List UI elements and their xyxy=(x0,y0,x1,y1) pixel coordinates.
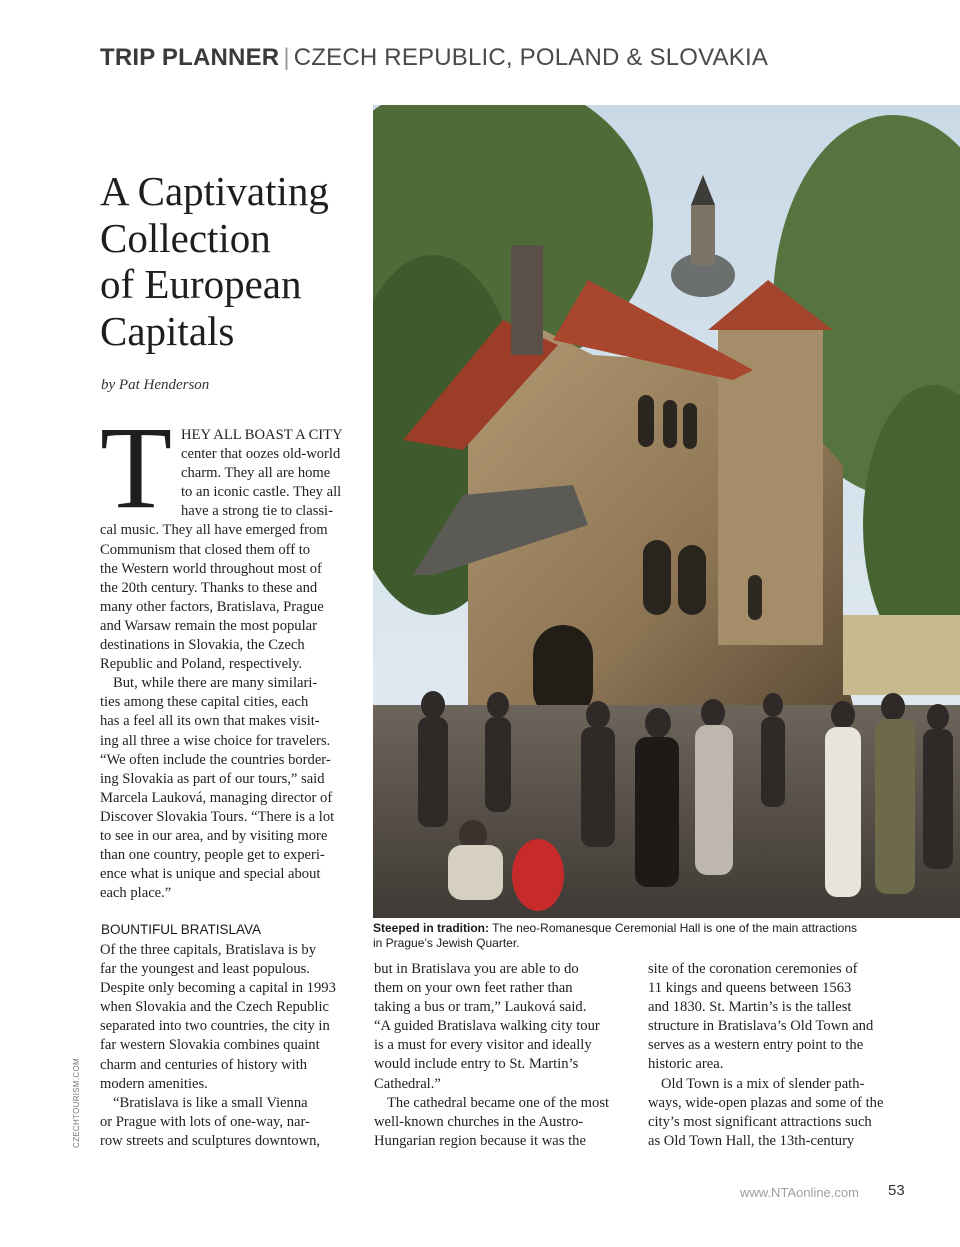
title-line: A Captivating xyxy=(100,168,329,214)
article-title xyxy=(100,168,370,354)
body-line: taking a bus or tram,” Lauková said. xyxy=(374,999,587,1016)
body-line: well-known churches in the Austro- xyxy=(374,1113,584,1130)
body-column-3 xyxy=(648,960,918,1151)
body-line: cal music. They all have emerged from xyxy=(100,522,328,539)
body-line: Cathedral.” xyxy=(374,1075,441,1092)
section-topic: CZECH REPUBLIC, POLAND & SLOVAKIA xyxy=(293,44,769,71)
body-line: ing all three a wise choice for travelers. xyxy=(100,732,331,749)
body-line: Republic and Poland, respectively. xyxy=(100,656,303,673)
header-separator: | xyxy=(283,44,290,71)
title-line: Collection xyxy=(100,214,271,261)
body-line: The cathedral became one of the most xyxy=(387,1094,610,1111)
body-line: them on your own feet rather than xyxy=(374,980,573,997)
body-line: and 1830. St. Martin’s is the tallest xyxy=(648,999,852,1016)
body-line: But, while there are many similari- xyxy=(113,675,318,692)
body-line: Discover Slovakia Tours. “There is a lot xyxy=(100,808,335,825)
body-line: historic area. xyxy=(648,1056,724,1073)
body-line: than one country, people get to experi- xyxy=(100,847,325,864)
body-line: Despite only becoming a capital in 1993 xyxy=(100,980,336,997)
body-line: HEY ALL BOAST A CITY xyxy=(181,427,343,443)
title-line: of European xyxy=(100,261,302,307)
body-line: or Prague with lots of one-way, nar- xyxy=(100,1113,310,1130)
photo-caption xyxy=(373,921,933,950)
drop-cap: T xyxy=(100,402,173,533)
body-line: Marcela Lauková, managing director of xyxy=(100,789,333,806)
photo-illustration xyxy=(373,105,960,918)
body-column-1b xyxy=(100,941,362,1151)
subheading: BOUNTIFUL BRATISLAVA xyxy=(101,922,262,937)
body-line: have a strong tie to classi- xyxy=(181,503,333,520)
body-line: separated into two countries, the city in xyxy=(100,1018,330,1035)
photo-credit: CZECHTOURISM.COM xyxy=(72,1058,81,1148)
body-column-1 xyxy=(100,426,362,903)
body-line: site of the coronation ceremonies of xyxy=(648,961,858,977)
body-line: 11 kings and queens between 1563 xyxy=(648,980,852,997)
body-line: charm. They all are home xyxy=(181,465,331,482)
body-line: each place.” xyxy=(100,885,172,902)
body-line: ties among these capital cities, each xyxy=(100,694,309,711)
body-line: has a feel all its own that makes visit- xyxy=(100,713,320,730)
body-line: but in Bratislava you are able to do xyxy=(374,961,579,977)
body-line: Old Town is a mix of slender path- xyxy=(661,1075,865,1092)
body-line: serves as a western entry point to the xyxy=(648,1037,864,1054)
body-column-2 xyxy=(374,960,636,1151)
body-line: modern amenities. xyxy=(100,1075,208,1092)
body-line: city’s most significant attractions such xyxy=(648,1113,872,1130)
body-line: ways, wide-open plazas and some of the xyxy=(648,1094,884,1111)
body-line: destinations in Slovakia, the Czech xyxy=(100,637,305,654)
body-line: the Western world throughout most of xyxy=(100,560,322,577)
caption-lead: Steeped in tradition: xyxy=(373,921,490,935)
page-number: 53 xyxy=(888,1182,905,1199)
title-line: Capitals xyxy=(100,307,235,354)
body-line: Hungarian region because it was the xyxy=(374,1132,586,1149)
byline: by Pat Henderson xyxy=(101,377,210,393)
body-line: far western Slovakia combines quaint xyxy=(100,1037,320,1054)
body-line: the 20th century. Thanks to these and xyxy=(100,579,318,596)
section-label: TRIP PLANNER xyxy=(100,44,280,71)
body-line: “Bratislava is like a small Vienna xyxy=(113,1094,308,1111)
ceremonial-hall-photo xyxy=(373,105,960,918)
body-line: to an iconic castle. They all xyxy=(181,484,342,501)
caption-text: The neo-Romanesque Ceremonial Hall is one of the main attractions xyxy=(489,921,857,935)
body-line: would include entry to St. Martin’s xyxy=(374,1056,579,1073)
body-line: when Slovakia and the Czech Republic xyxy=(100,999,329,1016)
caption-text: in Prague’s Jewish Quarter. xyxy=(373,935,520,950)
body-line: center that oozes old-world xyxy=(181,446,341,463)
body-line: Communism that closed them off to xyxy=(100,541,311,558)
body-line: row streets and sculptures downtown, xyxy=(100,1132,321,1149)
body-line: is a must for every visitor and ideally xyxy=(374,1037,592,1054)
body-line: charm and centuries of history with xyxy=(100,1056,308,1073)
body-line: “A guided Bratislava walking city tour xyxy=(374,1018,600,1035)
body-line: “We often include the countries border- xyxy=(100,751,331,768)
body-line: structure in Bratislava’s Old Town and xyxy=(648,1018,874,1035)
body-line: and Warsaw remain the most popular xyxy=(100,617,317,634)
body-line: ing Slovakia as part of our tours,” said xyxy=(100,770,325,787)
section-header xyxy=(100,44,920,72)
body-line: to see in our area, and by visiting more xyxy=(100,827,328,844)
body-line: as Old Town Hall, the 13th-century xyxy=(648,1132,855,1149)
body-line: many other factors, Bratislava, Prague xyxy=(100,598,324,615)
body-line: far the youngest and least populous. xyxy=(100,961,310,978)
footer-url[interactable]: www.NTAonline.com xyxy=(740,1185,859,1200)
body-line: Of the three capitals, Bratislava is by xyxy=(100,942,316,958)
body-line: ence what is unique and special about xyxy=(100,866,321,883)
